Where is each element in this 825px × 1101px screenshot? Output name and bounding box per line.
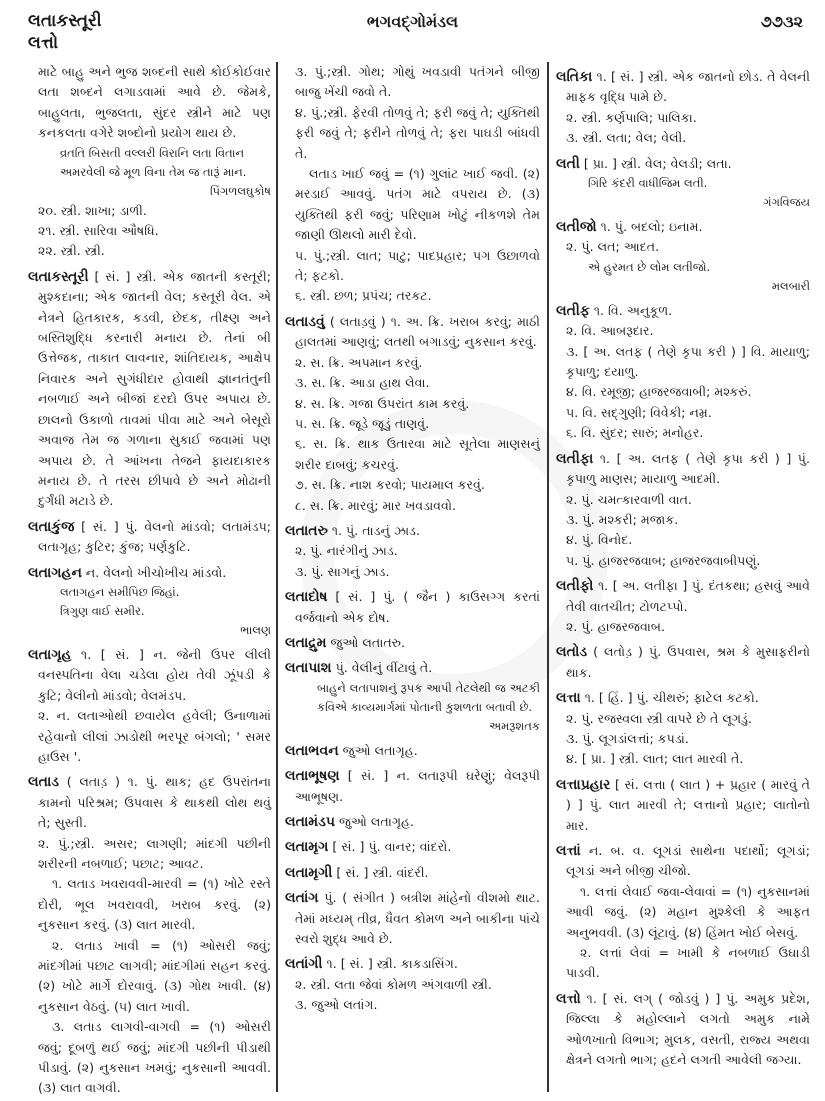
definition-text: ૨. સ્ત્રી. કર્ણપાલિ; પાલિકા. [566,109,697,125]
dictionary-entry [285,587,540,628]
definition-text: ૧. [ અ. લતીફા ] પું. દંતકથા; હસવું આવે તેવી વાતચીત; ટોળટપ્પો. [566,578,810,614]
dictionary-entry [285,863,540,883]
idiom-phrase [28,936,271,1018]
definition-text: ૪. [ પ્રા. ] સ્ત્રી. લાત; લાત મારવી તે. [566,751,744,767]
dictionary-entry [285,954,540,974]
definition-text: જુઓ લતાગૃહ. [338,742,418,758]
definition-text: ૩. લતાડ લાગવી-વાગવી = (૧) ઓસરી જવું; દૂબળું થઈ જવું; માંદગી પછીની પીડાથી પીડાવું. (૨) નુકસાન ખમવું; નુકસાની આવવી. (૩) લાત વાગવી. [38,1019,271,1096]
definition-text: જુઓ લતાતરુ. [326,634,405,650]
definition-text: [ સં. લત્તા ( લાત ) + પ્રહાર ( મારવું તે ) ] પું. લાત મારવી તે; લત્તાનો પ્રહાર; લાતોનો માર. [566,776,810,833]
headword: લતાગૃહ [28,646,72,663]
dictionary-entry [556,576,810,617]
entry-sense [556,551,810,571]
definition-text: ૩. પું. લૂગડાંલત્તાં; કપડાં. [566,730,689,746]
definition-text: ૨. પું. હાજરજવાબ. [566,618,666,634]
quote-line: લતાગહન સમીપિછ જિહાં. [60,584,180,599]
definition-text: પું. ( સંગીત ) બત્રીશ માંહેનો વીશમો થાટ. તેમાં મધ્યમ્ તીવ્ર, ધૈવત કોમળ અને બાકીના પાંચે સ્વરો શુદ્ધ આવે છે. [295,890,540,947]
definition-text: ન. વેલનો ખીચોખીચ માંડવો. [81,564,227,580]
dictionary-entry [556,989,810,1071]
entry-sense [556,403,810,423]
entry-sense [285,475,540,495]
definition-text: ૪. વિ. રમૂજી; હાજરજવાબી; મશ્કરું. [566,384,752,400]
entry-sense [285,975,540,995]
definition-text: ૨. પું. લત; આદત. [566,239,660,255]
definition-text: જુઓ લતાગૃહ. [334,814,414,829]
definition-text: ૨. સ્ત્રી. લતા જેવાં કોમળ અંગવાળી સ્ત્રી. [295,976,492,992]
definition-text: ૫. વિ. સદ્ગુણી; વિવેકી; નમ્ર. [566,404,712,420]
definition-text: ( લતોડ઼ ) પું. ઉપવાસ, શ્રમ કે મુસાફરીનો થાક. [566,644,810,680]
entry-sense [556,108,810,128]
entry-sense [28,62,271,144]
entry-sense [285,414,540,434]
entry-sense [556,128,810,148]
definition-text: ૨૨. સ્ત્રી. સ્ત્રી. [38,243,105,259]
column-1 [28,62,271,1099]
definition-text: ૨. વિ. આબરૂદાર. [566,323,654,339]
citation-quote [556,258,810,296]
definition-text: ૬. વિ. સુંદર; સારું; મનોહર. [566,425,704,441]
entry-sense [556,382,810,402]
definition-text: [ સં. ] ન. લતારૂપી ઘરેણું; વેલરૂપી આભૂષણ. [295,768,540,804]
headword: લતાતરુ [285,522,328,539]
headword: લતાભૂષણ [285,768,340,785]
entry-sense [556,342,810,383]
entry-sense [285,62,540,103]
entry-sense [285,434,540,475]
dictionary-entry [285,658,540,678]
definition-text: ૧. લત્તાં લેવાઈ જવા-લેવાવાં = (૧) નુકસાનમાં આવી જવું. (૨) મહાન મુશ્કેલી કે આફત અનુભવવી. (૩) લૂંટાવું. (૪) હિંમત ખોઈ બેસવું. [566,883,810,940]
quote-source: ભાલણ [240,622,271,637]
entry-sense [285,353,540,373]
entry-sense [556,749,810,769]
definition-text: પું. વેલીનું વીંટાવું તે. [331,660,433,676]
definition-text: ૬. સ. ક્રિ. થાક ઉતારવા માટે સૂતેલા માણસનું શરીર દાબવું; કચરવું. [295,436,540,472]
definition-text: ૩. જુઓ લતાંગ. [295,997,378,1013]
dictionary-entry [285,521,540,541]
definition-text: ૪. સ. ક્રિ. ગજા ઉપરાંત કામ કરવું. [295,395,470,411]
entry-sense [285,103,540,164]
headword: લત્તાં [556,843,581,859]
dictionary-entry [285,312,540,353]
definition-text: ૧. [ સં. લગ્ ( જોડવું ) ] પું. અમુક પ્રદેશ, જિલ્લા કે મહોલ્લાને લગતો અમુક નામે ઓળખાતો વિભાગ; મુલક, વસતી, રાજ્ય અથવા ક્ષેત્રને લગતો ભાગ; હદને લગતી આવેલી જગ્યા. [566,990,810,1068]
dictionary-entry [28,645,271,706]
headword: લતીફો [556,578,594,595]
definition-text: ૭. સ. ક્રિ. નાશ કરવો; પાયમાલ કરવું. [295,477,485,493]
dictionary-entry [556,154,810,174]
headword: લત્તા [556,690,581,707]
entry-sense [556,709,810,729]
headword: લતાંગ [285,890,319,907]
dictionary-entry [556,217,810,237]
entry-sense [285,394,540,414]
dictionary-entry [28,267,271,512]
quote-source: મલબારી [771,278,810,293]
column-divider [547,62,549,1092]
headword: લતાગહન [28,564,82,581]
entry-sense [28,834,271,875]
entry-sense [285,246,540,287]
definition-text: ૫. પું.;સ્ત્રી. લાત; પાટુ; પાદપ્રહાર; પગ ઉછાળવો તે; ફટકો. [295,247,540,284]
definition-text: ૨. લતાડ ખાવી = (૧) ઓસરી જવું; માંદગીમાં પછાટ લાગવી; માંદગીમાં સહન કરવું. (૨) ખોટે માર્ગે દોરવાવું. (૩) ગોથ ખાવી. (૪) નુકસાન વેઠવું. (૫) લાત ખાવી. [38,937,271,1014]
headword: લતાભવન [285,742,339,759]
definition-text: ૩. [ અ. લતફ ( તેણે કૃપા કરી ) ] વિ. માયાળુ; કૃપાળુ; દયાળુ. [566,343,810,380]
guide-word-last: લત્તો [28,33,59,53]
quote-line: ત્રિગુણ વાઈ સમીર. [60,603,145,618]
quote-line: ગિરિ કંદરી વાધીજિમ લતી. [588,176,708,191]
definition-text: ૧. લતાડ ખવરાવવી-મારવી = (૧) ખોટે રસ્તે દોરી, ભૂલ ખવરાવવી, ખરાબ કરવું. (૨) નુકસાન કરવું. (૩) લાત મારવી. [38,876,271,933]
definition-text: ૬. સ્ત્રી. છળ; પ્રપંચ; તરકટ. [295,288,432,304]
definition-text: [ પ્રા. ] સ્ત્રી. વેલ; વેલડી; લતા. [579,155,732,171]
definition-text: ૨. પું.;સ્ત્રી. અસર; લાગણી; માંદગી પછીની શરીરની નબળાઈ; પછાટ; આવટ. [38,835,271,871]
headword: લતામૃગ [285,839,329,856]
definition-text: [ સં. ] પું. વેલનો માંડવો; લતામંડપ; લતાગૃહ; કુટિર; કુંજ; પર્ણકુટિ. [38,518,271,555]
entry-sense [285,373,540,393]
headword: લતીજો [556,219,597,236]
definition-text: ૨. પું. નારંગીનું ઝાડ. [295,543,398,559]
dictionary-entry [28,563,271,583]
headword: લત્તાપ્રહાર [556,776,611,793]
dictionary-entry [285,812,540,832]
definition-text: [ સં. ] પું. ( જૈન ) કાઉસગ્ગ કરતાં વર્જવાનો એક દોષ. [295,589,540,625]
dictionary-entry [556,449,810,490]
quote-source: પિંગળલઘુકોષ [209,183,271,198]
definition-text: [ સં. ] સ્ત્રી. વાંદરી. [332,864,429,880]
definition-text: ૩. પું.;સ્ત્રી. ગોથ; ગોથું ખવડાવી પતંગને બીજી બાજુ ખેંચી જવો તે. [295,64,540,100]
definition-text: લતાડ ખાઈ જવું = (૧) ગુલાંટ ખાઈ જવી. (૨) મરડાઈ આવવું. પતંગ માટે વપરાય છે. (૩) યુક્તિથી ફરી જવું; પરિણામ ખોટું નીકળશે તેમ જાણી ઊથલો મારી દેવો. [295,166,540,243]
definition-text: ૨. પું. ચમત્કારવાળી વાત. [566,491,692,507]
quote-source: અમરૂશતક [489,718,540,733]
definition-text: ૩. પું. સાગનું ઝાડ. [295,563,390,579]
definition-text: ૧. પું. બદલો; ઇનામ. [596,219,703,235]
definition-text: ૧. વિ. અનુકૂળ. [589,302,673,318]
definition-text: ૫. સ. ક્રિ. જૂડે જૂડું તાણવું. [295,415,430,431]
definition-text: [ સં. ] પું. વાનર; વાંદરો. [328,839,452,855]
definition-text: ૨. ન. લતાઓથી છવાયેલ હવેલી; ઉનાળામાં રહેવાનો લીલાં ઝાડોથી ભરપૂર બંગલો; ' સમર હાઉસ '. [38,708,271,764]
headword: લતોડ [556,644,588,661]
entry-sense [556,490,810,510]
entry-sense [285,562,540,582]
definition-text: ૧. [ અ. લતફ ( તેણે કૃપા કરી ) ] પું. કૃપાળુ માણસ; માયાળુ આદમી. [566,450,810,487]
entry-sense [285,995,540,1015]
headword: લતાદ્રુમ [285,634,327,651]
quote-line: એ હુરમત છે લોમ લતીજો. [588,259,711,274]
entry-sense [556,729,810,749]
definition-text: ન. બ. વ. લૂગડાં સાથેના પદાર્થો; લૂગડાં; લૂગડાં અને બીજી ચીજો. [566,843,810,879]
headword: લતાંગી [285,956,323,973]
headword: લતિકા [556,69,593,85]
page-number: ૭૭૩૨ [760,12,803,31]
entry-sense [28,241,271,261]
dictionary-entry [285,888,540,949]
quote-line: બાહુને લતાપાશનું રૂપક આપી તેટલેથી જ અટકી કવિએ કાવ્યમાર્ગમાં પોતાની કુશળતા બતાવી છે. [317,680,540,714]
definition-text: ૧. [ હિં. ] પું. ચીથરું; ફાટેલ કટકો. [580,690,759,706]
column-3 [556,62,810,1070]
headword: લત્તો [556,990,581,1007]
headword: લતાકસ્તૂરી [28,268,89,285]
dictionary-entry [556,67,810,108]
quote-line: અમરવેલી જે મૂળ વિના તેમ જ તારૂં માન. [60,164,247,179]
definition-text: ૨૧. સ્ત્રી. સારિવા ઔષધિ. [38,223,159,239]
definition-text: ૩. સ્ત્રી. લતા; વેલ; વેલી. [566,130,687,146]
quote-line: વ્રતતિ બિસતી વલ્લરી વિરાનિ લતા વિતાન [60,145,245,160]
dictionary-entry [28,772,271,833]
dictionary-entry [285,633,540,653]
idiom-phrase [28,874,271,935]
entry-sense [556,237,810,257]
book-title: ભગવદ્ગોમંડલ [366,12,459,31]
dictionary-entry [556,841,810,882]
entry-sense [28,221,271,241]
definition-text: ૧. [ સં. ] ન. જેની ઉપર લીલી વનસ્પતિના વેલા ચડેલા હોય તેવી ઝૂંપડી કે કુટિ; વેલીનો માંડવો; વેલમંડપ. [38,646,271,703]
entry-sense [556,423,810,443]
definition-text: ૨. પું. રજસ્વલા સ્ત્રી વાપરે છે તે લૂગડું. [566,710,753,726]
definition-text: ૩. સ. ક્રિ. આડા હાથ લેવા. [295,375,430,391]
definition-text: ૨૦. સ્ત્રી. શાખા; ડાળી. [38,202,147,218]
guide-word-first: લતાકસ્તૂરી [28,11,102,31]
headword: લતાકુંજ [28,518,75,535]
headword: લતાદોષ [285,589,328,606]
entry-sense [28,201,271,221]
column-2 [285,62,540,1016]
definition-text: [ સં. ] સ્ત્રી. એક જાતની કસ્તૂરી; મુશ્કદાના; એક જાતની વેલ; કસ્તૂરી વેલ. એ નેત્રને હિતકારક, કડવી, છેદક, તીક્ષ્ણ અને બસ્તિશુદ્ધિ કરનારી મનાય છે. તેનાં બી ઉત્તેજક, તાકાત લાવનાર, શાંતિદાયક, આક્ષેપ નિવારક અને સુગંધીદાર હોવાથી જ્ઞાનતંતુની નબળાઈ અને બીજાં દરદો ઉપર અપાય છે. છાલનો ઉકાળો તાવમાં પીવા માટે અને બેસૂરો અવાજ તેમ જ ગળાના સુકાઈ જવામાં પણ અપાય છે. તે આંખના તેજને ફાયદાકારક મનાય છે. તે તરસ છીપાવે છે અને મોઢાની દુર્ગંધી મટાડે છે. [38,268,271,509]
headword: લતાપાશ [285,660,332,677]
headword: લતામંડપ [285,814,335,830]
dictionary-entry [285,837,540,857]
definition-text: માટે બાહુ અને ભુજ શબ્દની સાથે કોઈકોઈવાર લતા શબ્દને લગાડવામાં આવે છે. જેમકે, બાહુલતા, ભુજલતા, સુંદર સ્ત્રીને માટે પણ કનકલતા વગેરે શબ્દોનો પ્રયોગ થાય છે. [38,64,271,141]
headword: લતીફા [556,450,594,467]
dictionary-entry [556,688,810,708]
headword: લતી [556,155,580,172]
idiom-phrase [556,943,810,984]
citation-quote [285,679,540,736]
headword: લતામૃગી [285,864,333,881]
definition-text: ૧. પું. તાડનું ઝાડ. [327,522,420,538]
entry-sense [28,706,271,767]
idiom-phrase [28,1017,271,1099]
definition-text: ( લતાડ઼વું ) ૧. અ. ક્રિ. ખરાબ કરવું; માઠી હાલતમાં આણવું; લતથી બગાડવું; નુકસાન કરવું. [295,313,540,350]
dictionary-entry [285,741,540,761]
quote-source: ગંગવિજય [763,195,810,210]
entry-sense [556,510,810,530]
definition-text: ૧. [ સં. ] સ્ત્રી. કાકડાસિંગ. [322,956,458,972]
idiom-phrase [285,164,540,246]
entry-sense [285,496,540,516]
definition-text: ૪. પું. વિનોદ. [566,532,633,548]
citation-quote [28,144,271,201]
headword: લતાડ [28,774,59,791]
dictionary-entry [556,301,810,321]
citation-quote [28,583,271,640]
column-divider [276,62,278,1092]
definition-text: ૮. સ. ક્રિ. મારવું; માર ખવડાવવો. [295,497,456,513]
citation-quote [556,174,810,212]
definition-text: ૨. લત્તાં લેવાં = ખામી કે નબળાઈ ઉઘાડી પાડવી. [566,945,810,981]
dictionary-entry [556,642,810,683]
headword: લતાડવું [285,313,325,330]
definition-text: ( લતાડ઼ ) ૧. પું. થાક; હદ ઉપરાંતના કામનો પરિશ્રમ; ઉપવાસ કે થાકથી લોથ થવું તે; સુસ્તી. [38,774,271,831]
idiom-phrase [556,882,810,943]
entry-sense [556,321,810,341]
entry-sense [285,286,540,306]
entry-sense [556,617,810,637]
entry-sense [556,530,810,550]
definition-text: ૩. પું. મશ્કરી; મજાક. [566,511,679,527]
dictionary-entry [556,775,810,836]
definition-text: ૫. પું. હાજરજવાબ; હાજરજવાબીપણું. [566,552,761,568]
headword: લતીફ [556,302,590,319]
entry-sense [285,541,540,561]
dictionary-entry [285,766,540,807]
dictionary-entry [28,517,271,558]
definition-text: ૨. સ. ક્રિ. અપમાન કરવું. [295,354,423,370]
definition-text: ૪. પું.;સ્ત્રી. ફેરવી તોળવું તે; ફરી જવું તે; યુક્તિથી ફરી જવું તે; ફરીને તોળવું તે; ફરા પાઘડી બાંધવી તે. [295,104,540,161]
definition-text: ૧. [ સં. ] સ્ત્રી. એક જાતનો છોડ. તે વેલની માફક વૃદ્ધિ પામે છે. [566,69,810,105]
